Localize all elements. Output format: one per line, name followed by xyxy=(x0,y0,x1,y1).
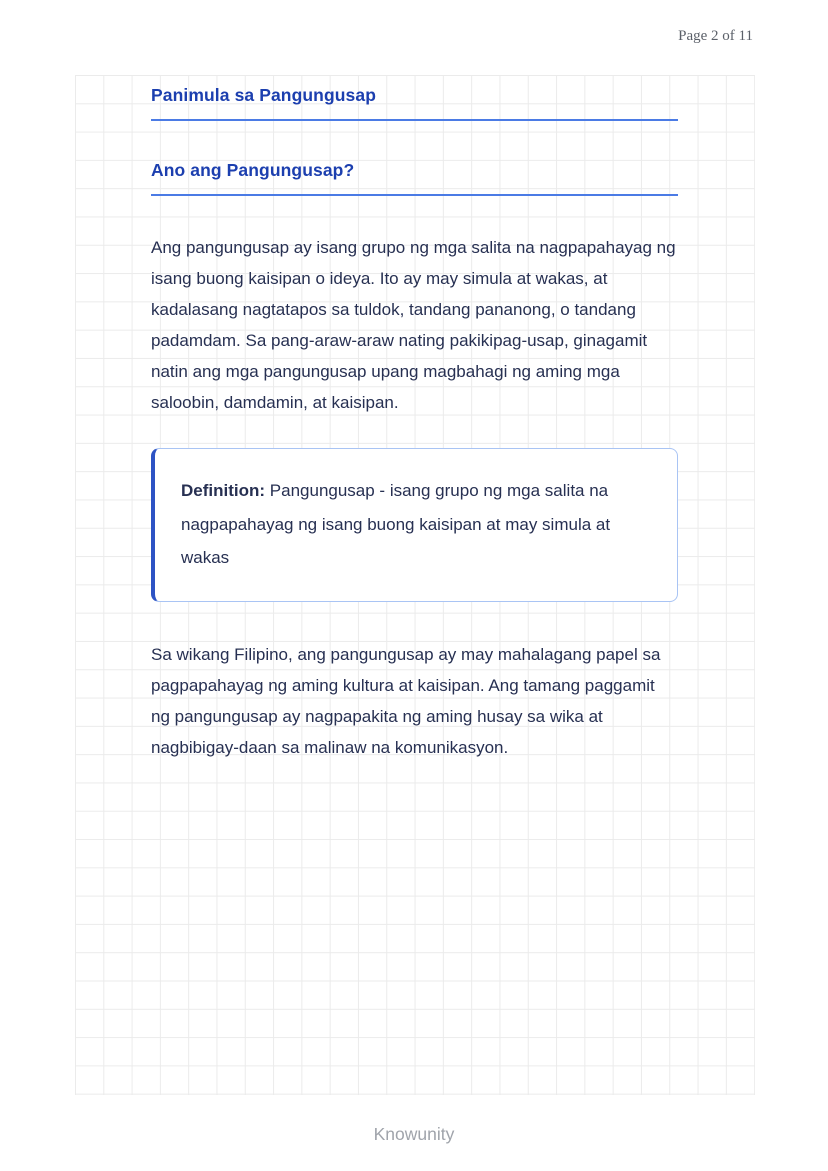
definition-box xyxy=(151,448,678,602)
definition-label: Definition: xyxy=(181,481,266,500)
page-number: Page 2 of 11 xyxy=(678,28,753,44)
section-heading-panimula: Panimula sa Pangungusap xyxy=(151,85,376,105)
notes-grid-background xyxy=(75,75,755,1095)
definition-text xyxy=(181,474,649,575)
paragraph-intro: Ang pangungusap ay isang grupo ng mga salita na nagpapahayag ng isang buong kaisipan o ideya. Ito ay may simula at wakas, at kadalasang nagtatapos sa tuldok, tandang pananong, o tandang padamdam. Sa pang-araw-araw nating pakikipag-usap, ginagamit natin ang mga pangungusap upang magbahagi ng aming mga saloobin, damdamin, at kaisipan. xyxy=(151,238,676,412)
paragraph-closing: Sa wikang Filipino, ang pangungusap ay may mahalagang papel sa pagpapahayag ng aming kultura at kaisipan. Ang tamang paggamit ng pangungusap ay nagpapakita ng aming husay sa wika at nagbibigay-daan sa malinaw na komunikasyon. xyxy=(151,644,661,757)
definition-body: Pangungusap - isang grupo ng mga salita na nagpapahayag ng isang buong kaisipan at may simula at wakas xyxy=(181,481,611,567)
footer-brand: Knowunity xyxy=(373,1124,455,1144)
heading-rule xyxy=(151,119,678,121)
section-heading-ano-ang-pangungusap: Ano ang Pangungusap? xyxy=(151,160,355,180)
document-content xyxy=(151,75,678,763)
heading-rule xyxy=(151,194,678,196)
